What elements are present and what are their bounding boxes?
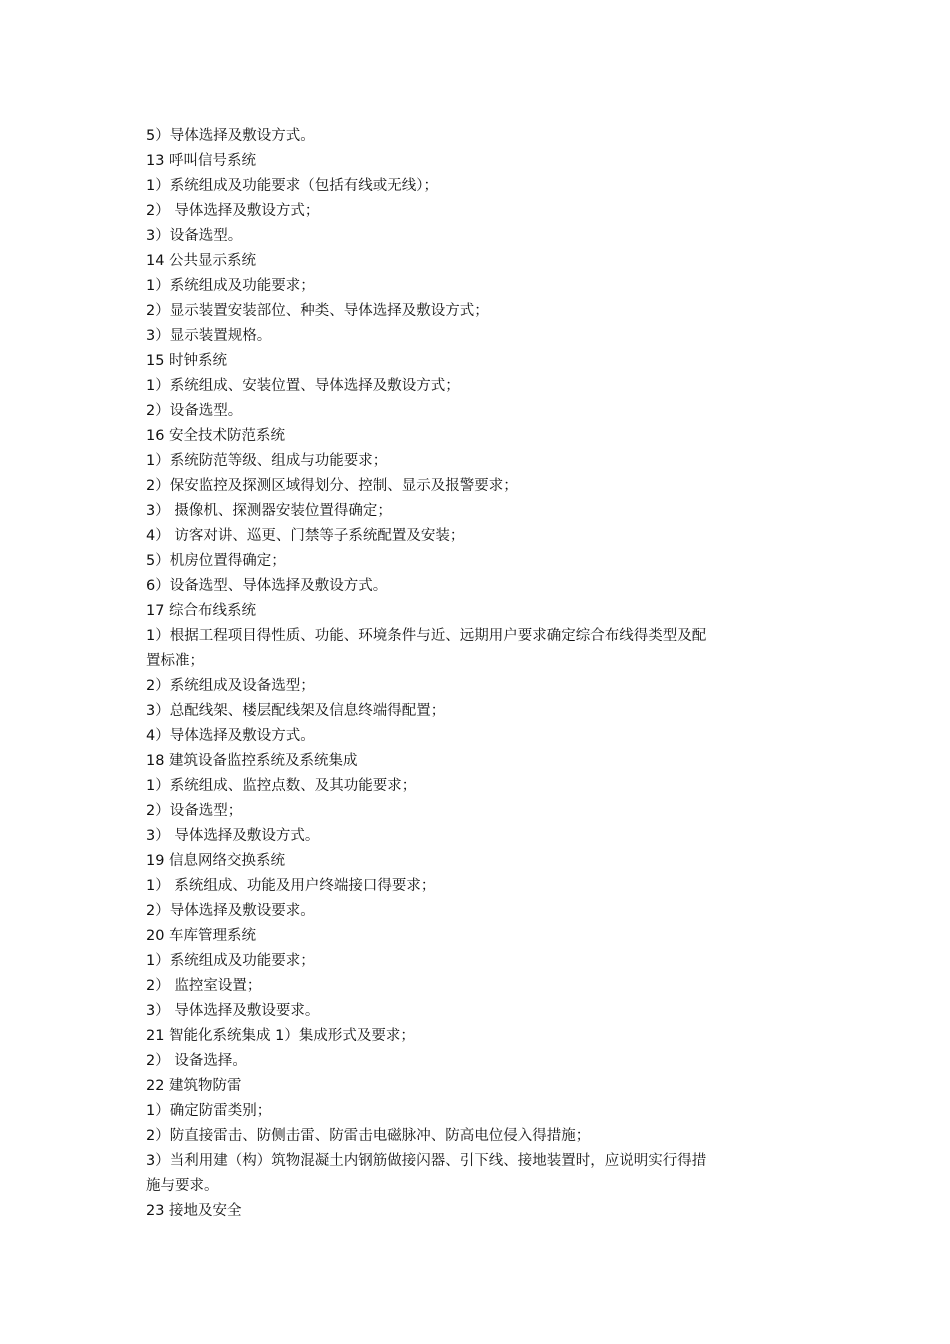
text-line: 2）保安监控及探测区域得划分、控制、显示及报警要求； (146, 478, 518, 494)
section-heading: 17 综合布线系统 (146, 603, 257, 619)
text-line: 2）导体选择及敷设要求。 (146, 903, 315, 919)
section-heading: 16 安全技术防范系统 (146, 428, 286, 444)
text-line: 3） 导体选择及敷设要求。 (146, 1003, 320, 1019)
text-line: 1）系统组成及功能要求（包括有线或无线）； (146, 178, 438, 194)
section-heading: 13 呼叫信号系统 (146, 153, 257, 169)
text-line: 1） 系统组成、功能及用户终端接口得要求； (146, 878, 436, 894)
text-line: 置标准； (146, 653, 204, 669)
text-line: 施与要求。 (146, 1178, 219, 1194)
section-heading: 20 车库管理系统 (146, 928, 257, 944)
text-line: 1）系统组成及功能要求； (146, 953, 315, 969)
text-line: 3） 摄像机、探测器安装位置得确定； (146, 503, 392, 519)
section-heading: 19 信息网络交换系统 (146, 853, 286, 869)
text-line: 2）防直接雷击、防侧击雷、防雷击电磁脉冲、防高电位侵入得措施； (146, 1128, 591, 1144)
text-line: 2）显示装置安装部位、种类、导体选择及敷设方式； (146, 303, 489, 319)
text-line: 6）设备选型、导体选择及敷设方式。 (146, 578, 388, 594)
section-heading: 22 建筑物防雷 (146, 1078, 242, 1094)
section-heading: 21 智能化系统集成 1）集成形式及要求； (146, 1028, 415, 1044)
text-line: 1）确定防雷类别； (146, 1103, 272, 1119)
text-line: 1）系统组成、监控点数、及其功能要求； (146, 778, 417, 794)
text-line: 2） 导体选择及敷设方式； (146, 203, 320, 219)
text-line: 4）导体选择及敷设方式。 (146, 728, 315, 744)
text-line: 5）导体选择及敷设方式。 (146, 128, 315, 144)
section-heading: 14 公共显示系统 (146, 253, 257, 269)
text-line: 4） 访客对讲、巡更、门禁等子系统配置及安装； (146, 528, 465, 544)
text-line: 5）机房位置得确定； (146, 553, 286, 569)
text-line: 2） 监控室设置； (146, 978, 262, 994)
text-line: 2）设备选型； (146, 803, 243, 819)
text-line: 3）总配线架、楼层配线架及信息终端得配置； (146, 703, 446, 719)
text-line: 2）设备选型。 (146, 403, 243, 419)
text-line: 3）设备选型。 (146, 228, 243, 244)
section-heading: 18 建筑设备监控系统及系统集成 (146, 753, 358, 769)
section-heading: 23 接地及安全 (146, 1203, 242, 1219)
document-body (146, 124, 806, 1224)
section-heading: 15 时钟系统 (146, 353, 228, 369)
text-line: 3）显示装置规格。 (146, 328, 272, 344)
text-line: 1）系统防范等级、组成与功能要求； (146, 453, 388, 469)
text-line: 1）根据工程项目得性质、功能、环境条件与近、远期用户要求确定综合布线得类型及配 (146, 628, 707, 644)
text-line: 1）系统组成、安装位置、导体选择及敷设方式； (146, 378, 460, 394)
text-line: 3）当利用建（构）筑物混凝土内钢筋做接闪器、引下线、接地装置时，应说明实行得措 (146, 1153, 707, 1169)
text-line: 2）系统组成及设备选型； (146, 678, 315, 694)
text-line: 3） 导体选择及敷设方式。 (146, 828, 320, 844)
text-line: 1）系统组成及功能要求； (146, 278, 315, 294)
text-line: 2） 设备选择。 (146, 1053, 247, 1069)
